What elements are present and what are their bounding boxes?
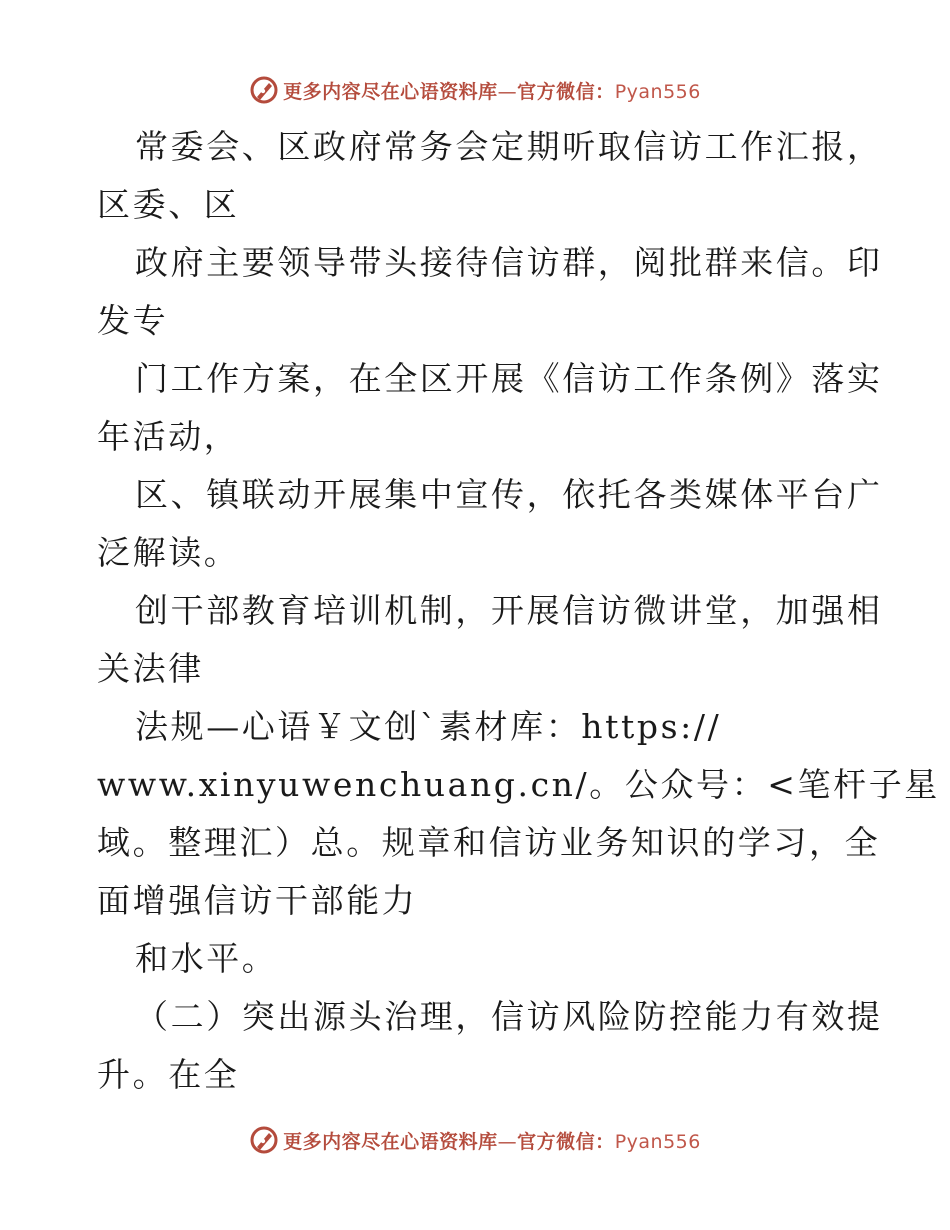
text-line: 发专 [97,301,169,340]
pen-logo-icon [249,1125,279,1155]
text-line: 关法律 [97,649,204,688]
text-line: 年活动， [97,417,240,456]
footer-watermark [0,1120,950,1160]
text-line: 面增强信访干部能力 [97,881,418,920]
text-line: 常委会、区政府常务会定期听取信访工作汇报， [135,127,883,166]
text-line: 门工作方案，在全区开展《信访工作条例》落实 [135,359,883,398]
text-line: 法规—心语￥文创`素材库：https:// [135,707,722,746]
text-line: www.xinyuwenchuang.cn/。公众号：<笔杆子星 [97,765,940,804]
watermark-text: 更多内容尽在心语资料库—官方微信：Pyan556 [283,1130,701,1153]
text-line: 升。在全 [97,1055,240,1094]
text-line: 政府主要领导带头接待信访群，阅批群来信。印 [135,243,883,282]
text-line: （二）突出源头治理，信访风险防控能力有效提 [135,997,883,1036]
text-line: 区、镇联动开展集中宣传，依托各类媒体平台广 [135,475,883,514]
text-line: 泛解读。 [97,533,240,572]
text-line: 创干部教育培训机制，开展信访微讲堂，加强相 [135,591,883,630]
pen-logo-icon [249,75,279,105]
watermark-text: 更多内容尽在心语资料库—官方微信：Pyan556 [283,80,701,103]
text-line: 域。整理汇）总。规章和信访业务知识的学习，全 [97,823,881,862]
text-line: 区委、区 [97,185,240,224]
header-watermark [0,70,950,110]
text-line: 和水平。 [135,939,278,978]
